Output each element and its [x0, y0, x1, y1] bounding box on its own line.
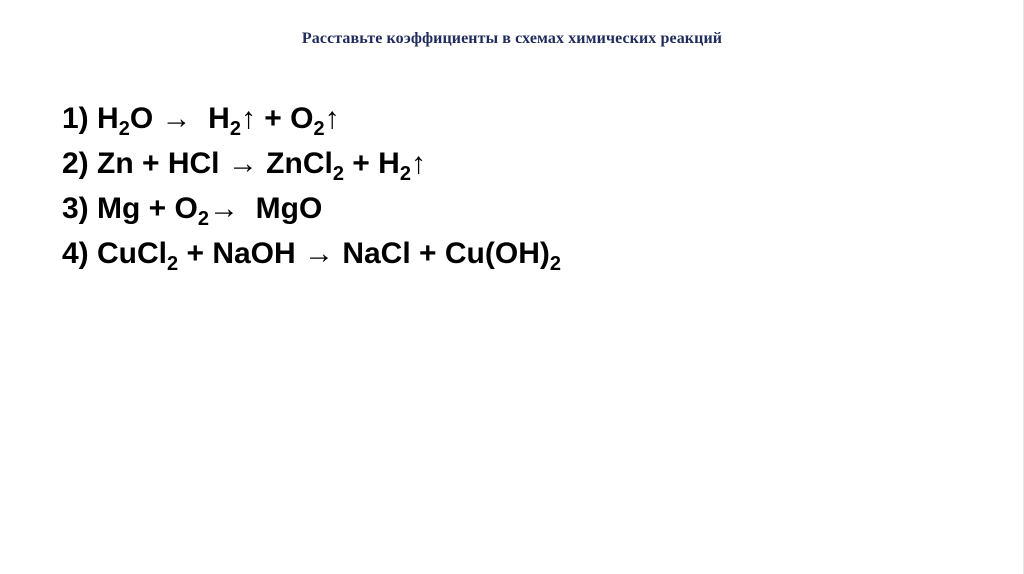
subscript: 2	[332, 163, 344, 185]
formula-text: ↑ + O	[240, 102, 314, 135]
formula-text: → MgO	[208, 192, 323, 225]
subscript: 2	[399, 163, 411, 185]
formula-text: + H	[343, 147, 400, 180]
subscript: 2	[167, 253, 179, 275]
formula-text: + NaOH → NaCl + Cu(OH)	[178, 237, 550, 270]
subscript: 2	[229, 118, 241, 140]
subscript: 2	[313, 118, 325, 140]
formula-text: O → H	[129, 102, 230, 135]
subscript: 2	[549, 253, 561, 275]
slide-title: Расставьте коэффициенты в схемах химических реакций	[301, 30, 723, 47]
subscript: 2	[197, 208, 209, 230]
subscript: 2	[118, 118, 130, 140]
formula-text: 4) CuCl	[62, 237, 167, 270]
reaction-2	[62, 141, 561, 186]
reaction-3	[62, 186, 561, 231]
reaction-1	[62, 96, 561, 141]
formula-text: 3) Mg + O	[62, 192, 198, 225]
formula-text: 1) H	[62, 102, 119, 135]
formula-text: ↑	[324, 102, 340, 135]
formula-text: ↑	[410, 147, 426, 180]
reaction-list	[62, 96, 561, 276]
formula-text: 2) Zn + HCl → ZnCl	[62, 147, 333, 180]
reaction-4	[62, 231, 561, 276]
